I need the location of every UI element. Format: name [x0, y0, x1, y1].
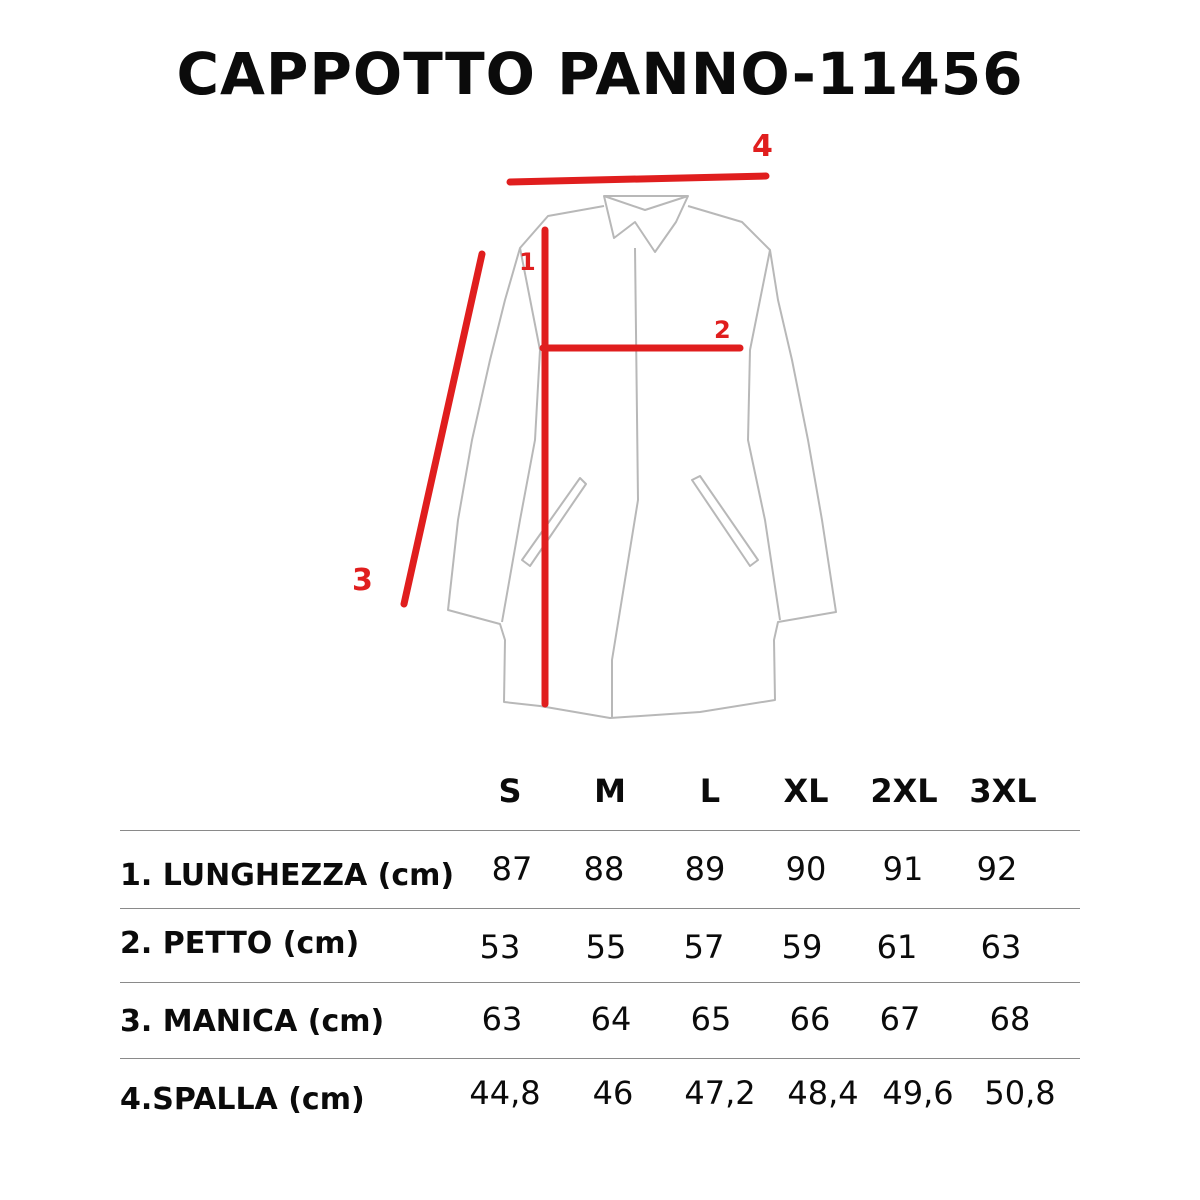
table-cell: 67: [879, 1000, 921, 1038]
marker-3: 3: [352, 563, 373, 598]
table-cell: 61: [876, 928, 918, 966]
size-header-m: M: [594, 772, 626, 810]
size-header-xl: XL: [783, 772, 829, 810]
table-cell: 65: [690, 1000, 732, 1038]
table-cell: 90: [785, 850, 827, 888]
table-cell: 57: [683, 928, 725, 966]
table-cell: 46: [592, 1074, 634, 1112]
table-cell: 59: [781, 928, 823, 966]
measure-line-3: [404, 254, 482, 604]
row-label-petto: 2. PETTO (cm): [120, 926, 360, 961]
table-cell: 63: [481, 1000, 523, 1038]
table-cell: 88: [583, 850, 625, 888]
table-cell: 55: [585, 928, 627, 966]
marker-1: 1: [519, 248, 536, 276]
table-cell: 64: [590, 1000, 632, 1038]
table-cell: 48,4: [787, 1074, 859, 1112]
marker-2: 2: [714, 316, 731, 344]
table-cell: 50,8: [984, 1074, 1056, 1112]
table-cell: 91: [882, 850, 924, 888]
table-cell: 44,8: [469, 1074, 541, 1112]
measurement-lines: [404, 176, 766, 704]
row-label-spalla: 4.SPALLA (cm): [120, 1082, 365, 1117]
coat-outline: [448, 196, 836, 718]
table-divider: [120, 982, 1080, 983]
table-cell: 63: [980, 928, 1022, 966]
measure-line-4: [510, 176, 766, 182]
table-divider: [120, 1058, 1080, 1059]
table-cell: 68: [989, 1000, 1031, 1038]
size-header-3xl: 3XL: [969, 772, 1037, 810]
table-divider: [120, 908, 1080, 909]
marker-4: 4: [752, 129, 773, 164]
table-cell: 49,6: [882, 1074, 954, 1112]
table-cell: 53: [479, 928, 521, 966]
row-label-manica: 3. MANICA (cm): [120, 1004, 385, 1039]
size-header-2xl: 2XL: [870, 772, 938, 810]
table-cell: 92: [976, 850, 1018, 888]
table-cell: 47,2: [684, 1074, 756, 1112]
size-header-s: S: [498, 772, 522, 810]
page-title: CAPPOTTO PANNO-11456: [176, 40, 1024, 108]
size-header-l: L: [699, 772, 721, 810]
table-cell: 89: [684, 850, 726, 888]
table-divider: [120, 830, 1080, 831]
table-cell: 66: [789, 1000, 831, 1038]
table-cell: 87: [491, 850, 533, 888]
row-label-lunghezza: 1. LUNGHEZZA (cm): [120, 858, 455, 893]
